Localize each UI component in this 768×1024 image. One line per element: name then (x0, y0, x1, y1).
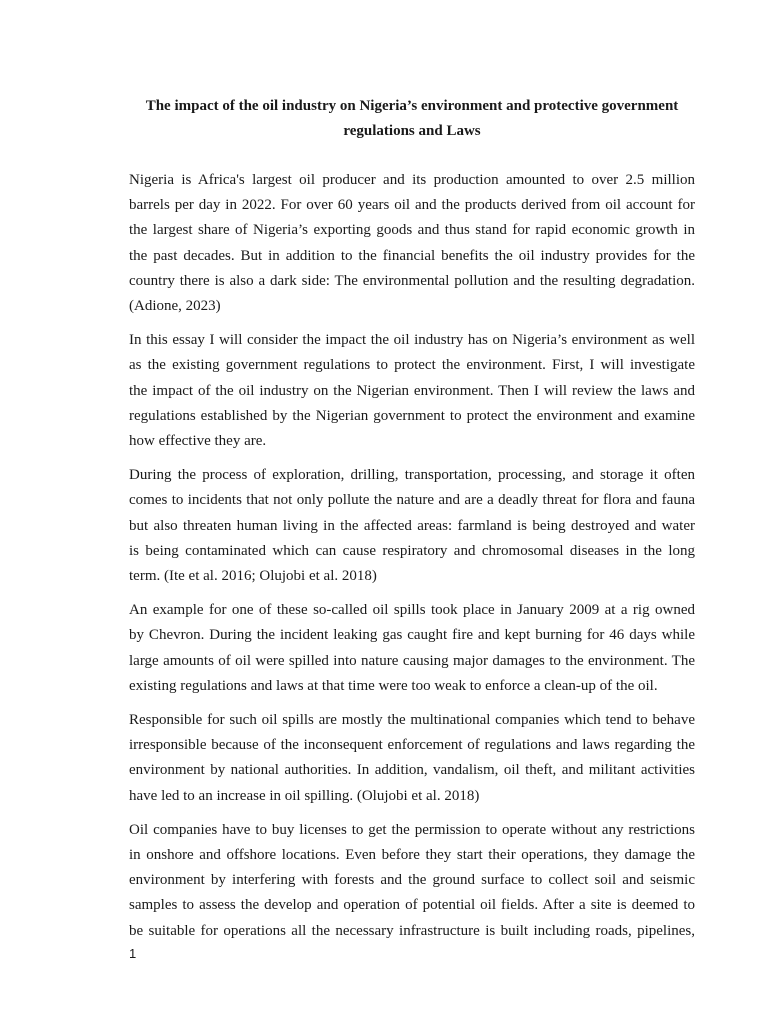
paragraph-line: the largest share of Nigeria’s exporting goods and thus stand for rapid economic growth in (129, 222, 695, 239)
paragraph-line: (Adione, 2023) (129, 298, 221, 315)
paragraph-line: have led to an increase in oil spilling. (Olujobi et al. 2018) (129, 787, 480, 804)
paragraph-line: but also threaten human living in the affected areas: farmland is being destroyed and water (129, 517, 695, 534)
document-title (129, 94, 695, 144)
paragraph (129, 818, 695, 944)
paragraph-line: comes to incidents that not only pollute the nature and are a deadly threat for flora and fauna (129, 492, 695, 509)
paragraph-line: country there is also a dark side: The environmental pollution and the resulting degradation. (129, 272, 695, 289)
title-line: regulations and Laws (343, 123, 481, 140)
paragraph-line: the impact of the oil industry on the Nigerian environment. Then I will review the laws and (129, 382, 695, 399)
paragraph-line: regulations established by the Nigerian government to protect the environment and examine (129, 407, 695, 424)
paragraph-line: term. (Ite et al. 2016; Olujobi et al. 2018) (129, 568, 377, 585)
paragraph-line: Oil companies have to buy licenses to get the permission to operate without any restrictions (129, 821, 695, 838)
paragraph (129, 598, 695, 699)
title-line: The impact of the oil industry on Nigeria’s environment and protective government (145, 98, 679, 115)
paragraph (129, 463, 695, 589)
paragraph-line: An example for one of these so-called oil spills took place in January 2009 at a rig owned (129, 602, 695, 619)
paragraph (129, 168, 695, 319)
paragraph-line: large amounts of oil were spilled into nature causing major damages to the environment. The (129, 652, 695, 669)
paragraph-line: as the existing government regulations to protect the environment. First, I will investigate (129, 357, 695, 374)
paragraph-line: by Chevron. During the incident leaking gas caught fire and kept burning for 46 days while (129, 627, 695, 644)
paragraph-line: existing regulations and laws at that time were too weak to enforce a clean-up of the oil. (129, 677, 658, 694)
paragraph-line: is being contaminated which can cause respiratory and chromosomal diseases in the long (129, 542, 695, 559)
paragraph-line: environment by interfering with forests and the ground surface to collect soil and seismic (129, 872, 695, 889)
paragraph-line: in onshore and offshore locations. Even before they start their operations, they damage the (129, 847, 695, 864)
paragraph-line: irresponsible because of the inconsequent enforcement of regulations and laws regarding the (129, 737, 695, 754)
paragraph (129, 708, 695, 809)
paragraph-line: be suitable for operations all the necessary infrastructure is built including roads, pipelines, (129, 922, 695, 939)
paragraph-line: the past decades. But in addition to the financial benefits the oil industry provides for the (129, 247, 695, 264)
paragraph-line: environment by national authorities. In addition, vandalism, oil theft, and militant activities (129, 762, 695, 779)
paragraph-line: Nigeria is Africa's largest oil producer and its production amounted to over 2.5 million (129, 172, 695, 188)
paragraph (129, 328, 695, 454)
paragraph-line: how effective they are. (129, 433, 267, 450)
paragraph-line: Responsible for such oil spills are mostly the multinational companies which tend to behave (129, 712, 695, 729)
paragraph-line: In this essay I will consider the impact the oil industry has on Nigeria’s environment as well (129, 332, 695, 349)
paragraph-line: samples to assess the develop and operation of potential oil fields. After a site is deemed to (129, 897, 695, 914)
page-number: 1 (129, 946, 137, 961)
document-body (129, 168, 695, 953)
paragraph-line: barrels per day in 2022. For over 60 years oil and the products derived from oil account for (129, 197, 695, 214)
paragraph-line: During the process of exploration, drilling, transportation, processing, and storage it often (129, 467, 695, 484)
